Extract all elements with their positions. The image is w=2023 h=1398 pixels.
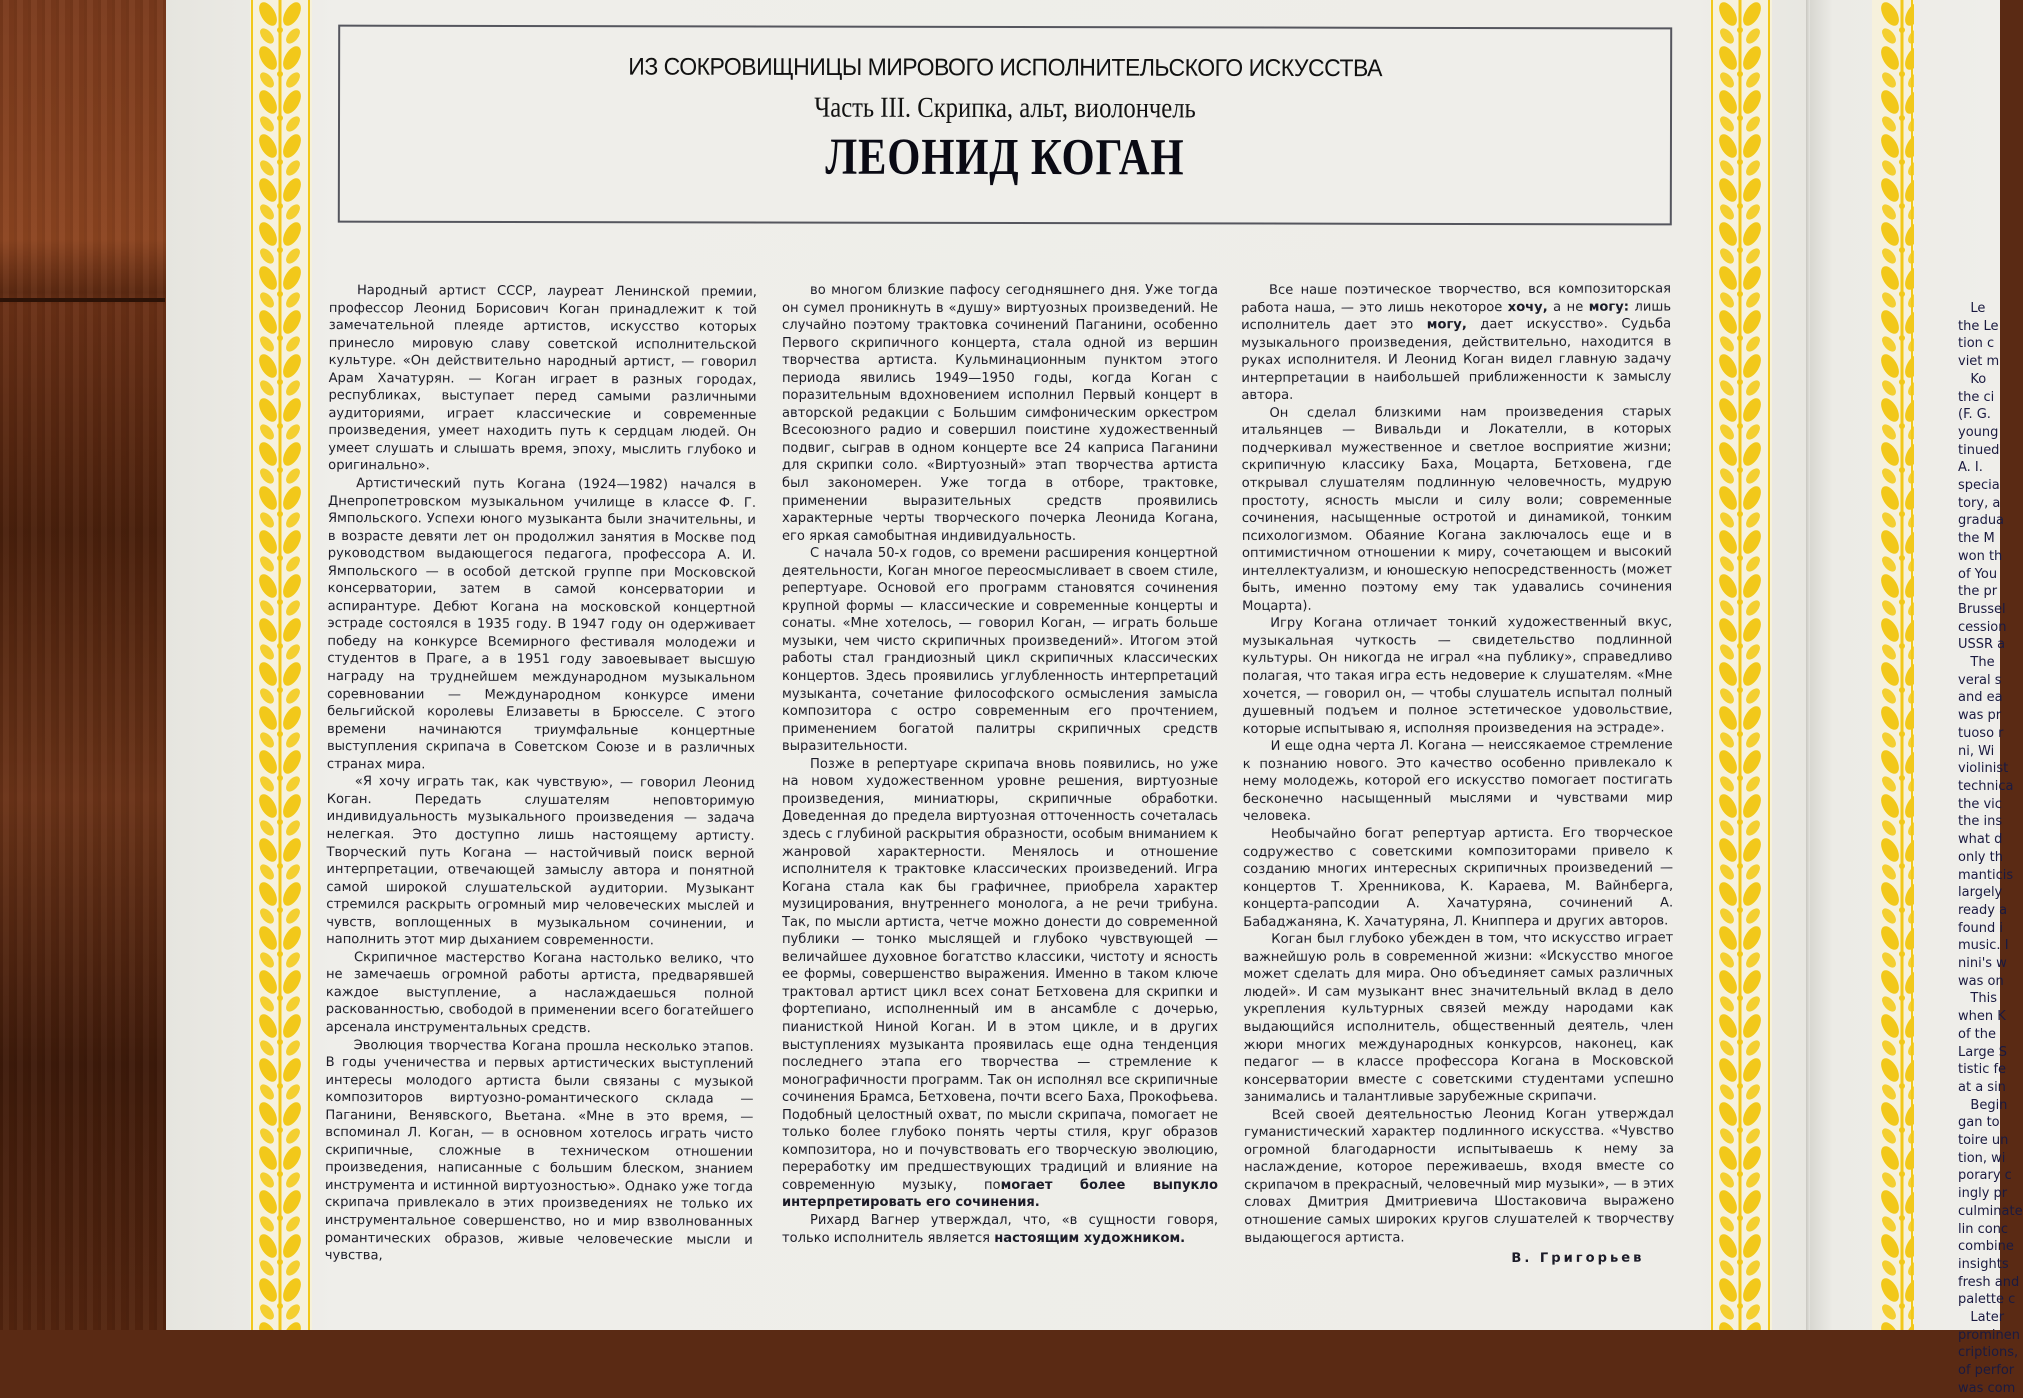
english-text-line: nini's w: [1958, 956, 2007, 972]
paragraph-text: С начала 50-х годов, со времени расширения концертной деятельности, Коган многое переосмысливает в своем стиле, репертуаре. Основой его программ становятся сочинения крупной формы — классические и современные концерты и сонаты. «Мне хотелось, — говорил Коган, — играть больше музыки, чем чисто скрипичных произведений». Итогом этой работы стал грандиозный цикл скрипичных классических концертов. Здесь проявились углубленность интерпретаций музыканта, сочетание философского осмысления замысла композитора с остро современным его прочтением, применением богатой палитры скрипичных средств выразительности.: [782, 546, 1218, 755]
english-text-line: at a sin: [1958, 1079, 2006, 1095]
english-text-line: of perfor: [1958, 1363, 2015, 1379]
author-signature: В. Григорьев: [1511, 1250, 1645, 1267]
article-paragraph: [326, 949, 754, 1039]
english-text-line: tion, wi: [1958, 1150, 2006, 1166]
part-subtitle: Часть III. Скрипка, альт, виолончель: [814, 91, 1196, 125]
english-text-line: the ins: [1958, 814, 2003, 830]
english-text-line: largely: [1958, 885, 2003, 901]
english-text-line: music. I: [1958, 938, 2009, 954]
english-text-line: won th: [1958, 548, 2003, 564]
article-paragraph: [1241, 403, 1672, 615]
paragraph-text: Все наше поэтическое творчество, вся композиторская работа наша, — это лишь некоторое: [1241, 281, 1672, 316]
emphasized-text: могу:: [1588, 299, 1630, 315]
text-column-2: [782, 282, 1218, 1247]
english-text-line: insights: [1958, 1256, 2009, 1272]
paragraph-text: во многом близкие пафосу сегодняшнего дня. Уже тогда он сумел проникнуть в «душу» виртуозных произведений. Не случайно поэтому трактовка сочинений Паганини, особенно Первого скрипичного концерта, стала одной из вершин творчества артиста. Кульминационным пунктом этого периода явились 1949—1950 годы, когда Коган с поразительным вдохновением исполнил Первый концерт в авторской редакции с Большим симфоническим оркестром Всесоюзного радио и совершил поистине художественный подвиг, сыграв в одном концерте все 24 каприса Паганини для скрипки соло. «Виртуозный» этап творчества артиста был закономерен. Уже тогда в отборе, трактовке, применении выразительных средств проявились характерные черты творческого почерка Леонида Когана, его яркая самобытная индивидуальность.: [782, 283, 1218, 544]
english-text-line: combine: [1958, 1239, 2014, 1255]
article-paragraph: [1243, 737, 1673, 826]
english-text-line: tinued: [1958, 442, 2000, 458]
english-text-line: lin conc: [1958, 1221, 2009, 1237]
english-text-line: when K: [1958, 1009, 2006, 1025]
article-paragraph: [1242, 614, 1672, 738]
text-column-3: [1241, 280, 1674, 1268]
paragraph-text: лишь исполнитель дает это: [1241, 299, 1672, 334]
english-text-line: USSR a: [1958, 637, 2006, 653]
english-text-line: the ci: [1958, 389, 1995, 405]
article-paragraph: [328, 282, 757, 477]
english-text-line: the pr: [1958, 584, 1998, 600]
english-text-line: only th: [1958, 849, 2003, 865]
english-text-line: (F. G.: [1958, 407, 1991, 423]
english-text-line: tuoso r: [1958, 725, 2004, 741]
adjacent-laurel-border: [1872, 0, 1914, 1330]
article-paragraph: [1244, 1105, 1674, 1247]
english-text-line: Le: [1958, 301, 1986, 316]
english-text-line: what d: [1958, 832, 2003, 848]
emphasized-text: могу,: [1426, 317, 1467, 333]
artist-name: ЛЕОНИД КОГАН: [825, 128, 1185, 187]
english-text-line: of You: [1958, 566, 1998, 582]
english-text-line: young: [1958, 424, 1999, 440]
english-text-line: ni, Wi: [1958, 743, 1995, 759]
paragraph-text: Игру Когана отличает тонкий художественный вкус, музыкальная чуткость — свидетельство подлинной культуры. Он никогда не играл «на публику», справедливо полагая, что такая игра есть недоверие к слушателям. «Мне хочется, — говорил он, — чтобы слушатель испытал полный душевный подъем и полное эстетическое удовольствие, которые испытываю я, исполняя произведения на эстраде».: [1242, 614, 1673, 737]
english-text-line: fresh and: [1958, 1274, 2020, 1290]
emphasized-text: могает более выпукло интерпретировать его сочинения.: [782, 1177, 1218, 1211]
article-paragraph: [327, 475, 756, 775]
wooden-table-background: [0, 0, 170, 1330]
english-text-line: prominen: [1958, 1327, 2021, 1343]
article-paragraph: [782, 756, 1218, 1212]
paragraph-text: Эволюция творчества Когана прошла несколько этапов. В годы ученичества и первых артистических выступлений интересы молодого артиста были связаны с музыкой композиторов виртуозно-романтического склада — Паганини, Венявского, Вьетана. «Мне в это время, — вспоминал Л. Коган, — в основном хотелось играть чисто скрипичные, сложные в техническом отношении произведения, написанные с большим блеском, знанием инструмента и истинной виртуозностью». Однако уже тогда скрипача привлекало в этих произведениях не только их инструментальное совершенство, но и мир взволнованных романтических образов, живые человеческие мысли и чувства,: [324, 1037, 754, 1264]
paragraph-text: Народный артист СССР, лауреат Ленинской премии, профессор Леонид Борисович Коган принадлежит к той замечательной плеяде артистов, искусство которых принесло мировую славу советской исполнительской культуре. «Он действительно народный артист, — говорил Арам Хачатурян. — Коган играет в разных городах, республиках, выступает перед самыми различными аудиториями, играет классические и современные произведения, умеет находить путь к сердцам людей. Он умеет слушать и слышать время, эпоху, мыслить глубоко и оригинально».: [328, 283, 757, 474]
article-paragraph: [1243, 824, 1673, 931]
paragraph-text: «Я хочу играть так, как чувствую», — говорил Леонид Коган. Передать слушателям неповторимую индивидуальность музыкального произведения — задача нелегкая. Это доступно лишь настоящему артисту. Творческий путь Когана — настойчивый поиск верной интерпретации, отвечающей замыслу автора и понятной самой широкой слушательской аудитории. Музыкант стремился раскрыть огромный мир человеческих мыслей и чувств, воплощенных в музыкальном сочинении, и наполнить этот мир дыханием современности.: [326, 774, 755, 949]
paragraph-text: Скрипичное мастерство Когана настолько велико, что не замечаешь огромной работы артиста, предварявшей каждое выступление, а наслаждаешься полной раскованностью, свободой в применении всего богатейшего арсенала инструментальных средств.: [325, 949, 755, 1037]
article-paragraph: [782, 1212, 1218, 1247]
english-text-line: Later: [1958, 1310, 2005, 1326]
english-text-line: porary c: [1958, 1168, 2012, 1184]
english-text-line: Ko: [1958, 371, 1987, 387]
english-text-line: Brussel: [1958, 601, 2006, 617]
emphasized-text: хочу,: [1507, 299, 1548, 315]
paragraph-text: И еще одна черта Л. Когана — неиссякаемое стремление к познанию нового. Это качество особенно привлекало к нему молодежь, которой его искусство помогает постигать бесконечно насыщенный мыслями и чувствами мир человека.: [1242, 737, 1673, 825]
english-text-line: The: [1958, 655, 1995, 671]
english-text-line: was com: [1958, 1380, 2016, 1396]
english-text-line: ready a: [1958, 902, 2008, 918]
wood-plank-seam: [0, 298, 165, 302]
article-paragraph: [782, 282, 1218, 545]
english-text-line: cession: [1958, 619, 2007, 635]
paragraph-text: Необычайно богат репертуар артиста. Его творческое содружество с советскими композиторами привело к созданию многих интересных скрипичных произведений — концертов Т. Хренникова, К. Караева, М. Вайнберга, концерта-рапсодии А. Хачатуряна, сочинений А. Бабаджаняна, К. Хачатуряна, Л. Книппера и других авторов.: [1242, 825, 1674, 930]
english-text-line: of the: [1958, 1026, 1996, 1042]
paragraph-text: Он сделал близкими нам произведения старых итальянцев — Вивальди и Локателли, в которых подчеркивал мужественное и светлое восприятие жизни; скрипичную классику Баха, Моцарта, Бетховена, где открывал слушателям подлинную человечность, мудрую простоту, ясность мысли и силу воли; современные сочинения, насыщенные остротой и динамикой, тонким психологизмом. Обаяние Когана заключалось еще и в оптимистичном отношении к миру, сочетающем и высокий интеллектуализм, и юношескую непосредственность (может быть, именно поэтому ему так удавались сочинения Моцарта).: [1241, 404, 1673, 614]
paragraph-text: дает искусство». Судьба музыкального произведения, действительно, находится в руках исполнителя. И Леонид Коган видел главную задачу интерпретации в наибольшей приближенности к замыслу автора.: [1241, 316, 1672, 404]
english-text-line: ingly pr: [1958, 1186, 2008, 1202]
english-text-line: veral s: [1958, 672, 2002, 688]
english-text-line: A. I.: [1958, 460, 1983, 476]
english-text-line: criptions,: [1958, 1345, 2019, 1361]
paragraph-text: Рихард Вагнер утверждал, что, «в сущности говоря, только исполнитель является: [782, 1212, 1218, 1246]
paragraph-text: Позже в репертуаре скрипача вновь появились, но уже на новом художественном уровне решения, виртуозные произведения, миниатюры, скрипичные обработки. Доведенная до предела виртуозная отточенность сочеталась здесь с глубиной раскрытия образности, особым вниманием к жанровой характерности. Менялось и отношение исполнителя к трактовке классических произведений. Игра Когана стала как бы графичнее, приобрела характер музицирования, внутреннего монолога, а не речи трибуна. Так, по мысли артиста, четче можно донести до современной публики — тонко мыслящей и глубоко чувствующей — величайшее духовное богатство классики, чистоту и ясность ее формы, совершенство выражения. Именно в таком ключе трактовал артист цикл всех сонат Бетховена для скрипки и фортепиано, исполненный им в ансамбле с дочерью, пианисткой Ниной Коган. И в этом цикле, и в других выступлениях музыканта проявилась еще одна тенденция последнего этапа его творчества — стремление к монографичности программ. Так он исполнял все скрипичные сочинения Брамса, Бетховена, почти всего Баха, Прокофьева. Подобный целостный охват, по мысли скрипача, помогает не только более глубоко понять черты стиля, круг образов композитора, но и почувствовать его творческую эволюцию, переработку им предшествующих традиций и влияние на современную музыку, по: [782, 756, 1218, 1193]
english-text-line: tion c: [1958, 336, 1995, 352]
paragraph-text: а не: [1547, 299, 1589, 315]
english-text-line: violinist: [1958, 761, 2009, 777]
english-text-line: tistic fe: [1958, 1062, 2007, 1078]
english-text-line: gradua: [1958, 513, 2005, 529]
title-box: [338, 25, 1672, 226]
series-title: ИЗ СОКРОВИЩНИЦЫ МИРОВОГО ИСПОЛНИТЕЛЬСКОГО ИСКУССТВА: [628, 52, 1382, 82]
english-text-line: Large S: [1958, 1044, 2007, 1060]
text-column-1: [325, 282, 757, 1266]
article-paragraph: [326, 773, 755, 950]
english-text-line: was pr: [1958, 708, 2002, 724]
emphasized-text: настоящим художником.: [994, 1230, 1186, 1246]
paragraph-text: Коган был глубоко убежден в том, что искусство играет важнейшую роль в современной жизни: «Искусство многое может сделать для мира. Оно объединяет самых различных людей». И сам музыкант внес значительный вклад в дело укрепления культурных связей между народами как выдающийся исполнитель, общественный деятель, член жюри многих международных конкурсов, наконец, как педагог — в классе профессора Когана в Московской консерватории вместе с советскими студентами успешно занимались и талантливые зарубежные скрипачи.: [1243, 930, 1674, 1106]
english-text-line: manticis: [1958, 867, 2014, 883]
paragraph-text: Всей своей деятельностью Леонид Коган утверждал гуманистический характер подлинного искусства. «Чувство огромной благодарности испытываешь к нему за наслаждение, которое переживаешь, входя вместе со скрипачом в прекрасный, человечный мир музыки», — в этих словах Дмитрия Дмитриевича Шостаковича выражено отношение самых широких кругов слушателей к творчеству выдающегося артиста.: [1243, 1106, 1675, 1246]
article-paragraph: [782, 545, 1218, 756]
english-text-line: the Le: [1958, 318, 1999, 334]
right-laurel-border: [1710, 0, 1772, 1330]
article-paragraph: [325, 1037, 754, 1267]
english-text-line: tory, a: [1958, 495, 2001, 511]
left-laurel-border: [250, 0, 312, 1330]
english-text-line: culminate: [1958, 1203, 2023, 1219]
english-text-line: This: [1958, 991, 1997, 1007]
english-text-fragment: [1958, 300, 2023, 1398]
english-text-line: and ea: [1958, 690, 2003, 706]
english-text-line: toire un: [1958, 1133, 2009, 1149]
english-text-line: found i: [1958, 920, 2004, 936]
english-text-line: specia: [1958, 478, 2000, 494]
english-text-line: gan to: [1958, 1115, 2000, 1131]
english-text-line: the vic: [1958, 796, 2002, 812]
english-text-line: the M: [1958, 531, 1995, 547]
english-text-line: was on: [1958, 973, 2004, 989]
english-text-line: Begin: [1958, 1097, 2008, 1113]
english-text-line: technica: [1958, 778, 2014, 794]
article-paragraph: [1241, 280, 1671, 404]
english-text-line: viet m: [1958, 354, 2000, 370]
english-text-line: palette c: [1958, 1292, 2016, 1308]
article-paragraph: [1243, 930, 1674, 1107]
paragraph-text: Артистический путь Когана (1924—1982) начался в Днепропетровском музыкальном училище в классе Ф. Г. Ямпольского. Успехи юного музыканта были значительны, и в возрасте девяти лет он продолжил занятия в Москве под руководством выдающегося педагога, профессора А. И. Ямпольского — в особой детской группе при Московской консерватории, затем в самой консерватории и аспирантуре. Дебют Когана на московской концертной эстраде состоялся в 1935 году. В 1947 году он одерживает победу на конкурсе Всемирного фестиваля молодежи и студентов в Праге, а в 1951 году завоевывает высшую награду на труднейшем международном музыкальном соревновании — Международном конкурсе имени бельгийской королевы Елизаветы в Брюсселе. С этого времени начинаются триумфальные концертные выступления скрипача в Советском Союзе и в различных странах мира.: [326, 476, 757, 773]
